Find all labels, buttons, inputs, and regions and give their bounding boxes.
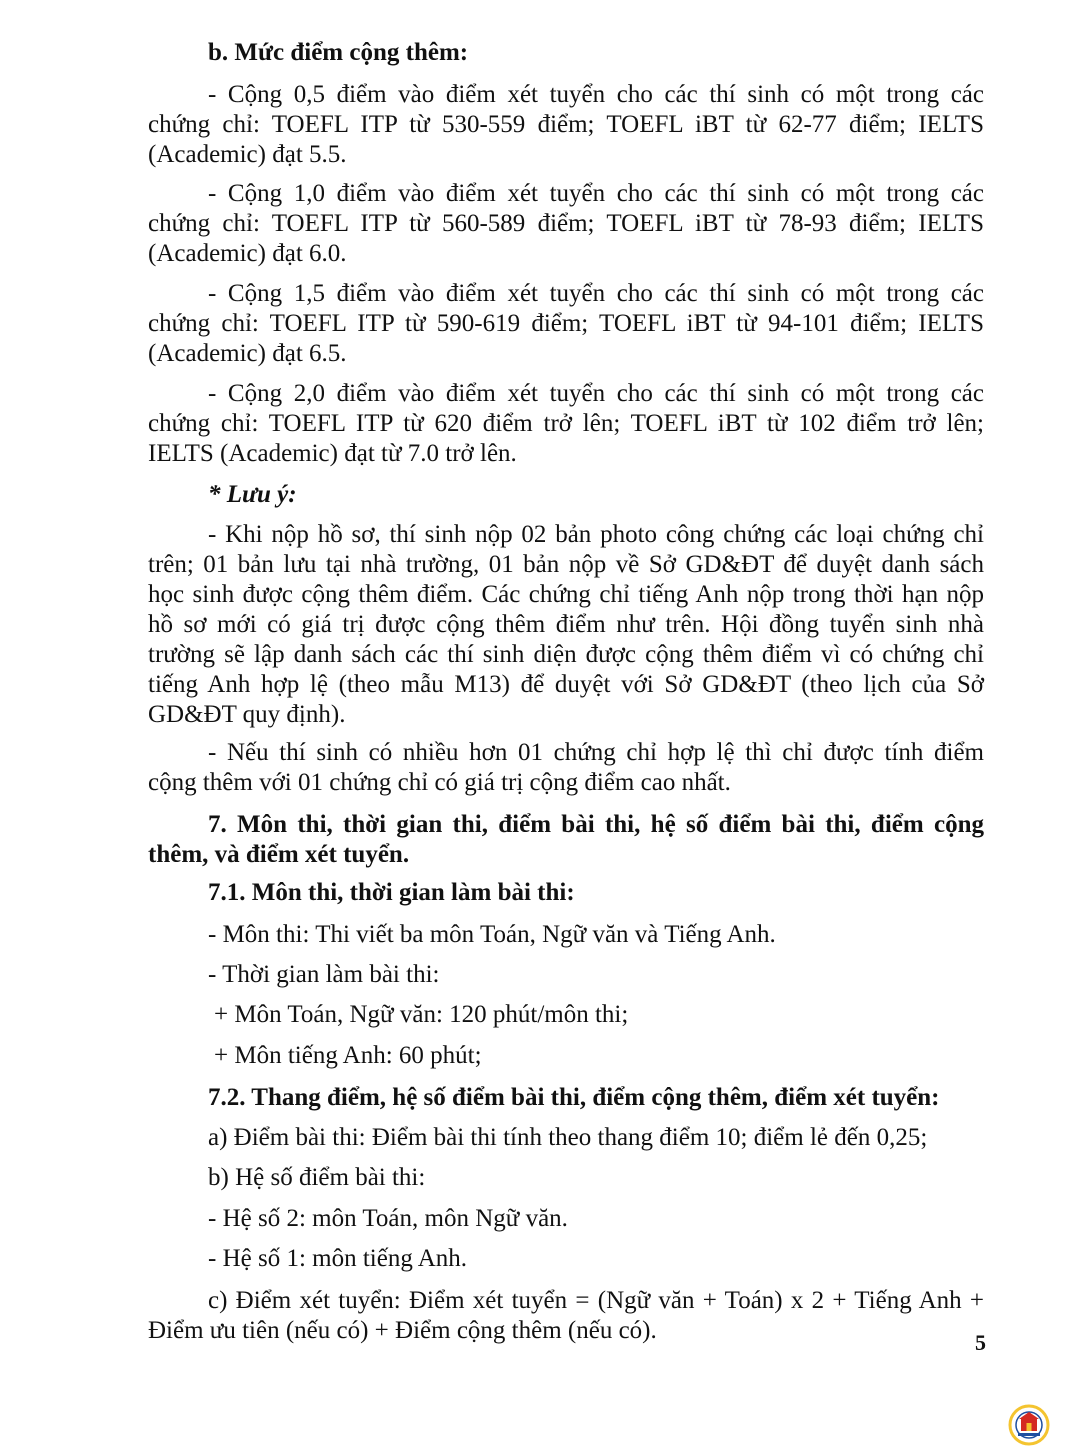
bonus-item-3-line-1: - Cộng 1,5 điểm vào điểm xét tuyển cho các thí sinh có một trong các	[208, 280, 984, 307]
bonus-item-1-line-2: chứng chỉ: TOEFL ITP từ 530-559 điểm; TOEFL iBT từ 62-77 điểm; IELTS	[148, 111, 984, 138]
school-logo-icon	[1008, 1404, 1050, 1446]
note-heading: * Lưu ý:	[208, 481, 297, 508]
note-para1-line-7: GD&ĐT quy định).	[148, 701, 346, 728]
coefficient-1: - Hệ số 1: môn tiếng Anh.	[208, 1245, 468, 1272]
exam-time-english: + Môn tiếng Anh: 60 phút;	[214, 1042, 482, 1069]
section7-heading-line-1: 7. Môn thi, thời gian thi, điểm bài thi, hệ số điểm bài thi, điểm cộng	[208, 811, 984, 838]
bonus-item-4-line-2: chứng chỉ: TOEFL ITP từ 620 điểm trở lên; TOEFL iBT từ 102 điểm trở lên;	[148, 410, 984, 437]
bonus-item-3-line-3: (Academic) đạt 6.5.	[148, 340, 347, 367]
exam-subjects: - Môn thi: Thi viết ba môn Toán, Ngữ văn và Tiếng Anh.	[208, 921, 776, 948]
bonus-item-2-line-2: chứng chỉ: TOEFL ITP từ 560-589 điểm; TOEFL iBT từ 78-93 điểm; IELTS	[148, 210, 984, 237]
bonus-item-4-line-3: IELTS (Academic) đạt từ 7.0 trở lên.	[148, 440, 517, 467]
coefficient-label: b) Hệ số điểm bài thi:	[208, 1164, 426, 1191]
bonus-item-3-line-2: chứng chỉ: TOEFL ITP từ 590-619 điểm; TOEFL iBT từ 94-101 điểm; IELTS	[148, 310, 984, 337]
section72-heading: 7.2. Thang điểm, hệ số điểm bài thi, điểm cộng thêm, điểm xét tuyển:	[208, 1084, 940, 1111]
scoring-scale: a) Điểm bài thi: Điểm bài thi tính theo thang điểm 10; điểm lẻ đến 0,25;	[208, 1124, 928, 1151]
bonus-item-2-line-3: (Academic) đạt 6.0.	[148, 240, 347, 267]
page-number: 5	[975, 1330, 986, 1355]
note-para1-line-2: trên; 01 bản lưu tại nhà trường, 01 bản nộp về Sở GD&ĐT để duyệt danh sách	[148, 551, 984, 578]
note-para1-line-5: trường sẽ lập danh sách các thí sinh diện được cộng thêm điểm vì có chứng chỉ	[148, 641, 984, 668]
bonus-item-2-line-1: - Cộng 1,0 điểm vào điểm xét tuyển cho các thí sinh có một trong các	[208, 180, 984, 207]
note-para1-line-4: hồ sơ mới có giá trị được cộng thêm điểm như trên. Hội đồng tuyển sinh nhà	[148, 611, 984, 638]
coefficient-2: - Hệ số 2: môn Toán, môn Ngữ văn.	[208, 1205, 568, 1232]
bonus-item-1-line-1: - Cộng 0,5 điểm vào điểm xét tuyển cho các thí sinh có một trong các	[208, 81, 984, 108]
note-para1-line-3: học sinh được cộng thêm điểm. Các chứng chỉ tiếng Anh nộp trong thời hạn nộp	[148, 581, 984, 608]
section71-heading: 7.1. Môn thi, thời gian làm bài thi:	[208, 879, 575, 906]
section-b-heading: b. Mức điểm cộng thêm:	[208, 39, 469, 66]
note-para2-line-2: cộng thêm với 01 chứng chỉ có giá trị cộng điểm cao nhất.	[148, 769, 731, 796]
admission-score-formula-line-2: Điểm ưu tiên (nếu có) + Điểm cộng thêm (nếu có).	[148, 1317, 657, 1344]
exam-time-math-literature: + Môn Toán, Ngữ văn: 120 phút/môn thi;	[214, 1001, 629, 1028]
bonus-item-4-line-1: - Cộng 2,0 điểm vào điểm xét tuyển cho các thí sinh có một trong các	[208, 380, 984, 407]
bonus-item-1-line-3: (Academic) đạt 5.5.	[148, 141, 347, 168]
note-para1-line-6: tiếng Anh hợp lệ (theo mẫu M13) để duyệt với Sở GD&ĐT (theo lịch của Sở	[148, 671, 984, 698]
note-para1-line-1: - Khi nộp hồ sơ, thí sinh nộp 02 bản photo công chứng các loại chứng chỉ	[208, 521, 984, 548]
admission-score-formula-line-1: c) Điểm xét tuyển: Điểm xét tuyển = (Ngữ văn + Toán) x 2 + Tiếng Anh +	[208, 1287, 984, 1314]
exam-time-label: - Thời gian làm bài thi:	[208, 961, 440, 988]
section7-heading-line-2: thêm, và điểm xét tuyển.	[148, 841, 410, 868]
note-para2-line-1: - Nếu thí sinh có nhiều hơn 01 chứng chỉ hợp lệ thì chỉ được tính điểm	[208, 739, 984, 766]
